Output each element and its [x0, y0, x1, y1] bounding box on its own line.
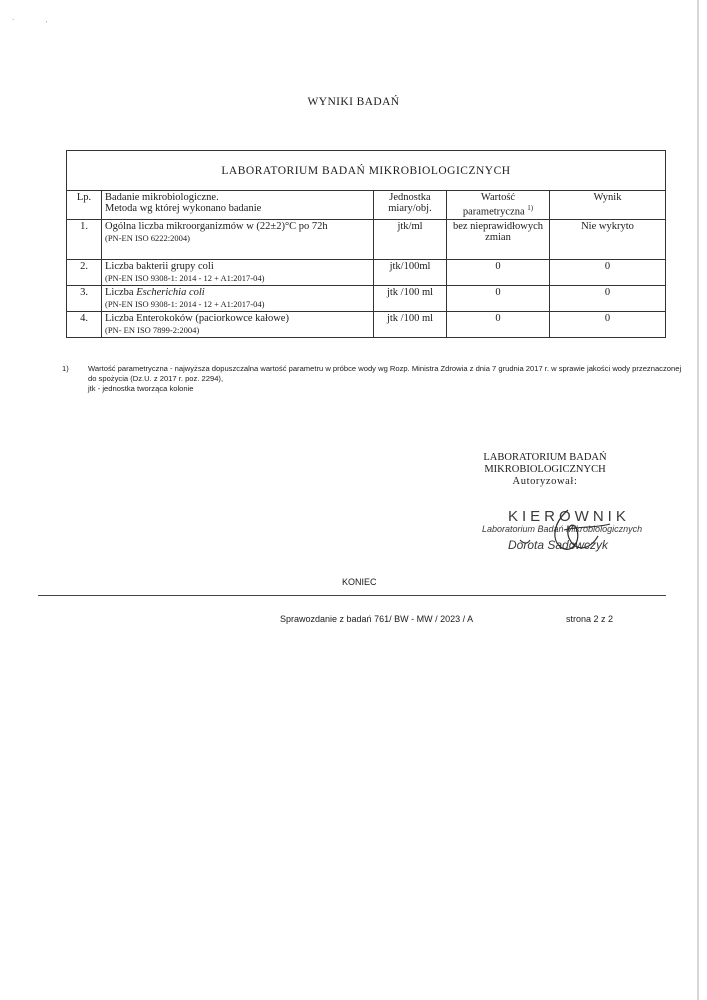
footnote-mark: 1) — [62, 364, 69, 373]
stamp-subtitle: Laboratorium Badań Mikrobiologicznych — [482, 524, 643, 534]
scan-speck: · — [12, 16, 15, 24]
row-lp: 4. — [67, 311, 102, 337]
row-test-name: Ogólna liczba mikroorganizmów w (22±2)°C po 72h — [105, 220, 328, 232]
row-test-name: Liczba Enterokoków (paciorkowce kałowe) — [105, 312, 289, 324]
row-test-method: (PN-EN ISO 9308-1: 2014 - 12 + A1:2017-04) — [105, 298, 265, 309]
row-test-name: Liczba bakterii grupy coli — [105, 260, 214, 272]
row-unit: jtk/ml — [374, 219, 447, 259]
row-unit: jtk/100ml — [374, 259, 447, 285]
header-unit-line1: Jednostka — [389, 192, 431, 203]
header-param-line2: parametryczna — [462, 206, 525, 218]
row-param: 0 — [447, 285, 550, 311]
table-row — [67, 311, 666, 337]
handwritten-signature — [510, 500, 630, 570]
row-test-method: (PN-EN ISO 6222:2004) — [105, 232, 190, 243]
header-param-mark: 1) — [527, 204, 534, 212]
table-row — [67, 219, 666, 259]
row-test-method: (PN-EN ISO 9308-1: 2014 - 12 + A1:2017-04) — [105, 272, 265, 283]
row-test — [102, 311, 374, 337]
header-test-line1: Badanie mikrobiologiczne. — [105, 192, 219, 203]
results-table — [66, 190, 666, 338]
header-param-line1: Wartość — [480, 192, 516, 203]
row-result: Nie wykryto — [550, 219, 666, 259]
page-edge-shadow — [697, 0, 699, 1000]
lab-name-header: LABORATORIUM BADAŃ MIKROBIOLOGICZNYCH — [66, 150, 666, 190]
row-test-name-prefix: Liczba — [105, 286, 137, 298]
auth-line1: LABORATORIUM BADAŃ — [483, 452, 607, 463]
footnote-jtk: jtk - jednostka tworząca kolonie — [88, 384, 194, 393]
auth-line3: Autoryzował: — [512, 476, 578, 487]
row-result: 0 — [550, 285, 666, 311]
stamp-title: KIEROWNIK — [508, 508, 630, 525]
row-test — [102, 259, 374, 285]
header-unit-line2: miary/obj. — [388, 203, 432, 214]
header-result: Wynik — [550, 191, 666, 220]
page-title: WYNIKI BADAŃ — [307, 96, 400, 108]
row-param: 0 — [447, 311, 550, 337]
row-result: 0 — [550, 311, 666, 337]
authorization-block — [470, 452, 620, 488]
header-test-line2: Metoda wg której wykonano badanie — [105, 203, 262, 214]
footer-rule — [38, 595, 666, 596]
end-marker: KONIEC — [342, 577, 377, 587]
row-test — [102, 219, 374, 259]
row-lp: 1. — [67, 219, 102, 259]
table-row — [67, 285, 666, 311]
header-unit — [374, 191, 447, 220]
header-test — [102, 191, 374, 220]
row-unit: jtk /100 ml — [374, 311, 447, 337]
row-lp: 2. — [67, 259, 102, 285]
row-param: bez nieprawidłowych zmian — [447, 219, 550, 259]
row-result: 0 — [550, 259, 666, 285]
scan-speck: ' — [46, 20, 48, 28]
page-number: strona 2 z 2 — [566, 614, 614, 624]
header-param — [447, 191, 550, 220]
row-test-method: (PN- EN ISO 7899-2:2004) — [105, 324, 200, 335]
row-test-name-species: Escherichia coli — [136, 286, 205, 298]
row-param: 0 — [447, 259, 550, 285]
stamp-name: Dorota Sadowczyk — [508, 538, 609, 552]
footnote — [62, 364, 684, 394]
row-lp: 3. — [67, 285, 102, 311]
table-header-row — [67, 191, 666, 220]
auth-line2: MIKROBIOLOGICZNYCH — [484, 464, 606, 475]
row-unit: jtk /100 ml — [374, 285, 447, 311]
header-lp: Lp. — [67, 191, 102, 220]
report-number: Sprawozdanie z badań 761/ BW - MW / 2023 / A — [280, 614, 474, 624]
footnote-text: Wartość parametryczna - najwyższa dopuszczalna wartość parametru w próbce wody wg Rozp. Ministra Zdrowia z dnia 7 grudnia 2017 r. w sprawie jakości wody przeznaczonej do spożycia (Dz.U. z 2017 r. poz. 2294), — [88, 364, 682, 383]
table-row — [67, 259, 666, 285]
row-test — [102, 285, 374, 311]
